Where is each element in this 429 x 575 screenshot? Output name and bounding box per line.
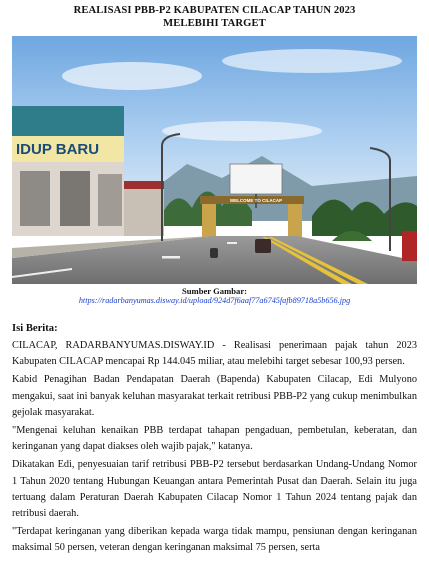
image-source-link[interactable]: https://radarbanyumas.disway.id/upload/924d7f6aaf77a6745fafb89718a5b656.jpg <box>78 296 351 305</box>
shop-sign: IDUP BARU <box>16 141 100 158</box>
title-line-1: REALISASI PBB-P2 KABUPATEN CILACAP TAHUN 2023 <box>73 5 356 16</box>
image-caption-label: Sumber Gambar: <box>181 286 247 296</box>
paragraph-5: "Terdapat keringanan yang diberikan kepada warga tidak mampu, pensiunan dengan keringanan maksimal 50 persen, veteran dengan keringanan maksimal 75 persen, serta <box>12 526 417 554</box>
paragraph-1: CILACAP, RADARBANYUMAS.DISWAY.ID - Realisasi penerimaan pajak tahun 2023 Kabupaten CILACAP mencapai Rp 144.045 miliar, atau melebihi target sebesar 100,93 persen. <box>12 340 417 368</box>
title-line-2: MELEBIHI TARGET <box>163 18 266 29</box>
news-photo <box>12 36 417 284</box>
gate-banner-text: WELCOME TO CILACAP <box>229 198 283 203</box>
paragraph-3: "Mengenai keluhan kenaikan PBB terdapat tahapan pengaduan, pembetulan, keberatan, dan keringanan yang dapat diakses oleh wajib pajak," katanya. <box>12 425 417 453</box>
street-photo-illustration <box>12 36 417 284</box>
section-heading: Isi Berita: <box>12 323 58 334</box>
paragraph-2: Kabid Penagihan Badan Pendapatan Daerah (Bapenda) Kabupaten Cilacap, Edi Mulyono mengakui, saat ini banyak keluhan masyarakat terkait retribusi PBB-P2 yang cukup menimbulkan gejolak masyarakat. <box>12 374 417 418</box>
document-title <box>12 0 417 30</box>
paragraph-4: Dikatakan Edi, penyesuaian tarif retribusi PBB-P2 tersebut berdasarkan Undang-Undang Nomor 1 Tahun 2020 tentang Hubungan Keuangan antara Pemerintah Pusat dan Daerah. Selain itu juga tertuang dalam Peraturan Daerah Kabupaten Cilacap Nomor 1 Tahun 2024 tentang pajak dan retribusi daerah. <box>12 459 417 520</box>
